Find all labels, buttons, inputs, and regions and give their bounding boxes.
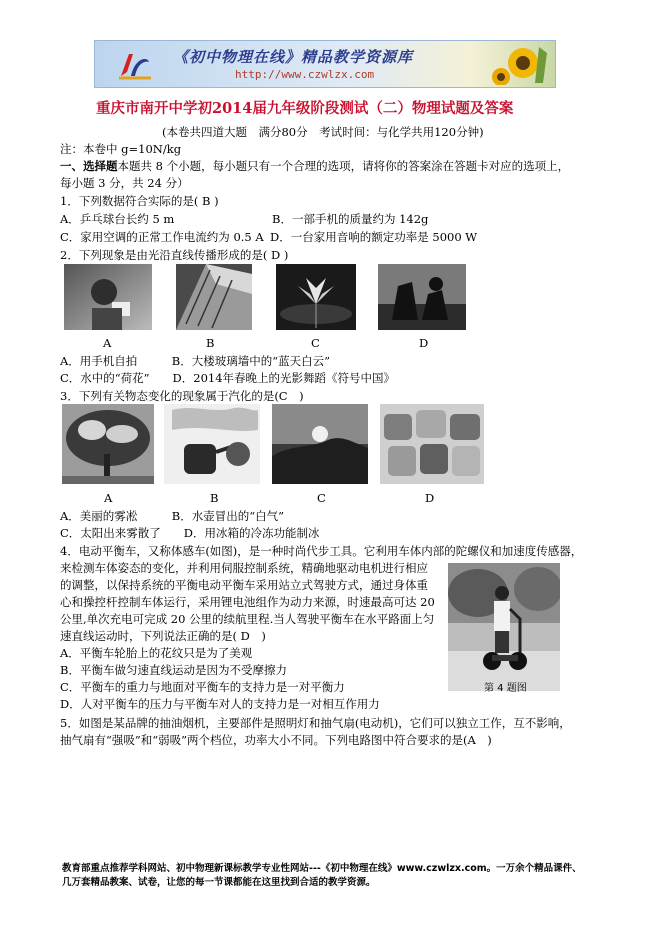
q4-text-line: 公里,单次充电可完成 20 公里的续航里程.当人驾驶平衡车在水平路面上匀 xyxy=(60,612,435,626)
q2-photo-lotus xyxy=(276,264,356,330)
q3-label-b: B xyxy=(210,491,219,505)
q2-photo-glass-building xyxy=(176,264,252,330)
q5-text-line1: 5．如图是某品牌的抽油烟机，主要部件是照明灯和抽气扇(电动机)，它们可以独立工作，互不影响， xyxy=(60,716,571,730)
q3-photo-kettle-steam xyxy=(164,404,260,484)
header-banner xyxy=(94,40,556,88)
q4-text-line: 的调整，以保持系统的平衡电动平衡车采用站立式驾驶方式，通过身体重 xyxy=(60,578,428,592)
q4-option-a: A．平衡车轮胎上的花纹只是为了美观 xyxy=(60,646,253,660)
q2-label-c: C xyxy=(311,336,320,350)
q3-stem: 3．下列有关物态变化的现象属于汽化的是(C ) xyxy=(60,389,304,403)
q4-text-line: 速直线运动时，下列说法正确的是( D ) xyxy=(60,629,266,643)
site-logo xyxy=(117,48,153,80)
q3-label-a: A xyxy=(104,491,113,505)
q1-option-c: C．家用空调的正常工作电流约为 0.5 A xyxy=(60,230,264,244)
q5-text-line2: 抽气扇有“强吸”和“弱吸”两个档位，功率大小不同。下列电路图中符合要求的是(A ) xyxy=(60,733,492,747)
q4-option-c: C．平衡车的重力与地面对平衡车的支持力是一对平衡力 xyxy=(60,680,345,694)
section-heading xyxy=(60,158,569,174)
q4-figure-caption: 第 4 题图 xyxy=(484,683,527,694)
section-instructions-2: 每小题 3 分，共 24 分） xyxy=(60,176,189,190)
q3-options-ab: A．美丽的雾凇 B．水壶冒出的“白气” xyxy=(60,509,285,523)
q1-option-b: B．一部手机的质量约为 142g xyxy=(272,212,429,226)
q4-text-line: 心和操控杆控制车体运行，采用锂电池组作为动力来源，时速最高可达 20 xyxy=(60,595,435,609)
q4-option-b: B．平衡车做匀速直线运动是因为不受摩擦力 xyxy=(60,663,287,677)
q3-photo-rime-tree xyxy=(62,404,154,484)
footer-line-1: 教育部重点推荐学科网站、初中物理新课标教学专业性网站---《初中物理在线》www.czwlzx.com。一万余个精品课件、 xyxy=(62,863,582,874)
q4-figure-balance-scooter xyxy=(448,563,560,691)
q3-label-d: D xyxy=(425,491,435,505)
q2-photo-shadow-dance xyxy=(378,264,466,330)
q3-options-cd: C．太阳出来雾散了 D．用冰箱的冷冻功能制冰 xyxy=(60,526,320,540)
page-footer xyxy=(62,862,602,890)
sunflower-image xyxy=(489,43,549,85)
q2-label-b: B xyxy=(206,336,215,350)
exam-info: (本卷共四道大题 满分80分 考试时间：与化学共用120分钟) xyxy=(162,125,484,139)
q2-stem: 2．下列现象是由光沿直线传播形成的是( D ) xyxy=(60,248,289,262)
q1-option-a: A．乒乓球台长约 5 m xyxy=(60,212,175,226)
q2-photo-selfie xyxy=(64,264,152,330)
banner-title: 《初中物理在线》精品教学资源库 xyxy=(173,48,414,66)
q1-stem: 1．下列数据符合实际的是( B ) xyxy=(60,194,219,208)
q4-text-line: 4．电动平衡车，又称体感车(如图)，是一种时尚代步工具。它利用车体内部的陀螺仪和加速度传感器， xyxy=(60,544,583,558)
q3-label-c: C xyxy=(317,491,326,505)
page-title: 重庆市南开中学初2014届九年级阶段测试（二）物理试题及答案 xyxy=(96,100,514,117)
section-instructions: 本题共 8 个小题，每小题只有一个合理的选项，请将你的答案涂在答题卡对应的选项上， xyxy=(117,159,570,173)
q4-option-d: D．人对平衡车的压力与平衡车对人的支持力是一对相互作用力 xyxy=(60,697,380,711)
section-label: 一、选择题 xyxy=(60,159,118,173)
q2-label-a: A xyxy=(103,336,112,350)
q3-photo-fog-sunrise xyxy=(272,404,368,484)
q4-text-line: 来检测车体姿态的变化，并利用伺服控制系统，精确地驱动电机进行相应 xyxy=(60,561,428,575)
q2-label-d: D xyxy=(419,336,429,350)
q1-option-d: D．一台家用音响的额定功率是 5000 W xyxy=(270,230,478,244)
q2-options-ab: A．用手机自拍 B．大楼玻璃墙中的“蓝天白云” xyxy=(60,354,331,368)
note: 注：本卷中 g=10N/kg xyxy=(60,142,182,156)
q3-photo-ice-cubes xyxy=(380,404,484,484)
q2-options-cd: C．水中的“荷花” D．2014年春晚上的光影舞蹈《符号中国》 xyxy=(60,371,396,385)
footer-line-2: 几万套精品教案、试卷，让您的每一节课都能在这里找到合适的教学资源。 xyxy=(62,877,376,888)
banner-url: http://www.czwlzx.com xyxy=(235,68,375,81)
